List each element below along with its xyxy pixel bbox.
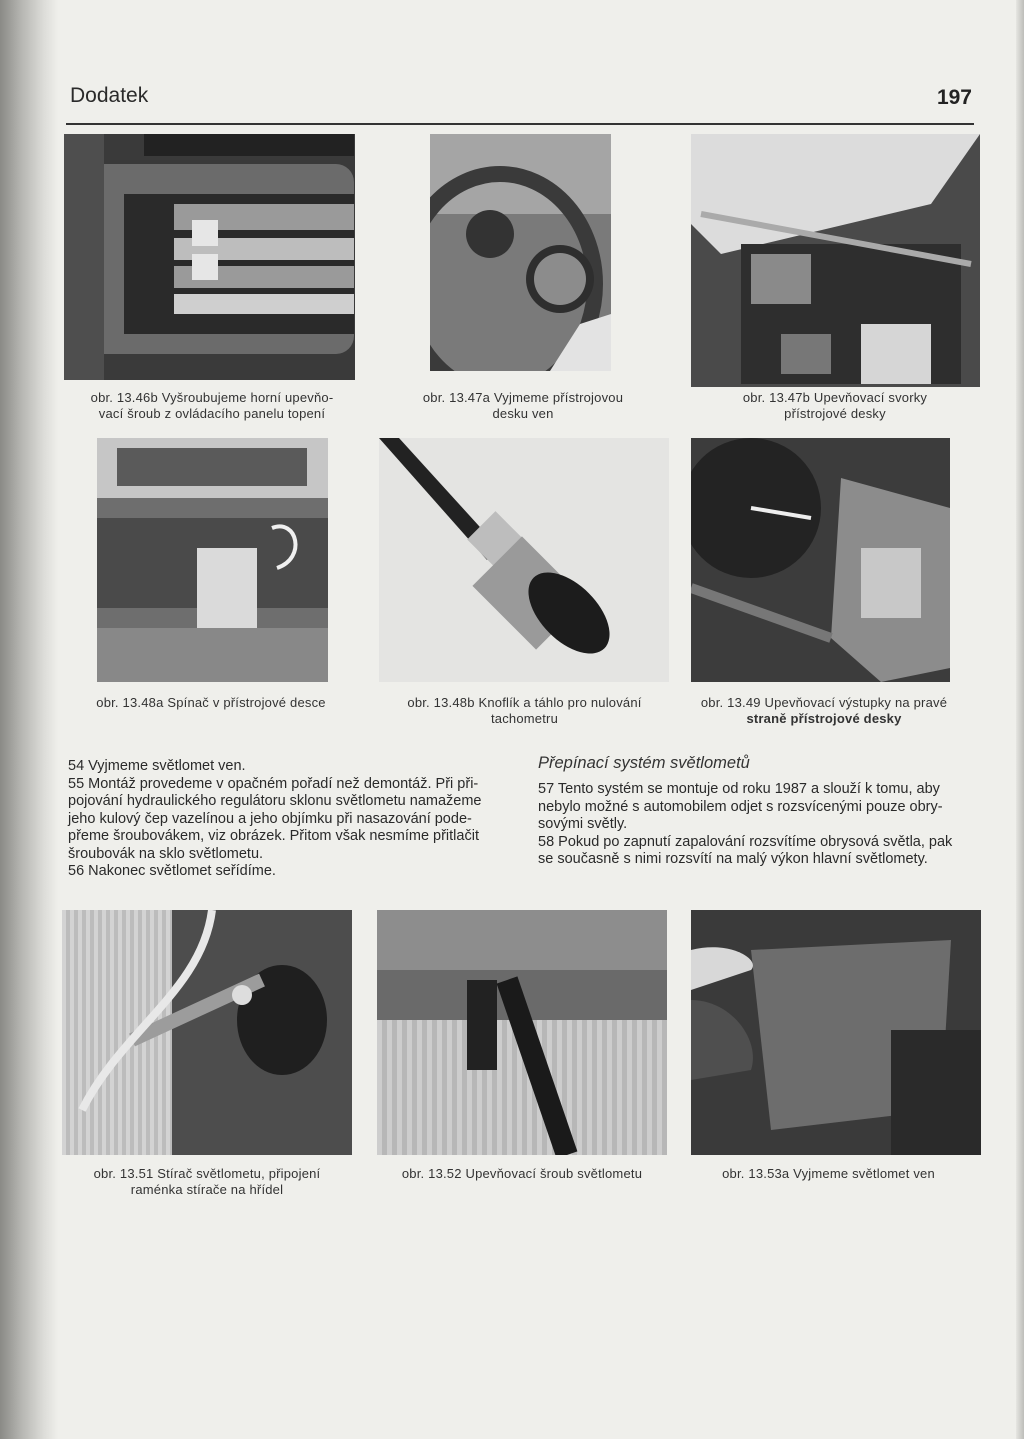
- caption-line: přístrojové desky: [784, 406, 886, 421]
- caption-fig-13-47b: [700, 390, 970, 422]
- photo-headlamp-wiper-arm: [62, 910, 352, 1155]
- caption-line: obr. 13.48a Spínač v přístrojové desce: [96, 695, 326, 710]
- caption-fig-13-46b: [62, 390, 362, 422]
- caption-line: obr. 13.52 Upevňovací šroub světlometu: [401, 1166, 643, 1181]
- caption-line: tachometru: [490, 711, 559, 726]
- caption-line: vací šroub z ovládacího panelu topení: [98, 406, 326, 421]
- text-line: 56 Nakonec světlomet seřídíme.: [68, 863, 276, 879]
- caption-fig-13-47a: [398, 390, 648, 422]
- header-rule: [66, 123, 974, 125]
- caption-line: obr. 13.47b Upevňovací svorky: [742, 390, 928, 405]
- photo-dashboard-switch: [97, 438, 328, 682]
- caption-fig-13-51: [62, 1166, 352, 1198]
- page-number: 197: [936, 86, 972, 109]
- text-line: přeme šroubovákem, viz obrázek. Přitom však nesmíme přitlačit: [68, 828, 479, 844]
- text-line: pojování hydraulického regulátoru sklonu světlometu namažeme: [68, 793, 482, 809]
- caption-fig-13-48b: [382, 695, 667, 727]
- text-line: 58 Pokud po zapnutí zapalování rozsvítíme obrysová světla, pak: [538, 833, 953, 850]
- book-binding-shadow: [0, 0, 58, 1439]
- caption-line: raménka stírače na hřídel: [130, 1182, 284, 1197]
- text-line: sovými světly.: [538, 816, 628, 832]
- caption-line: straně přístrojové desky: [746, 711, 902, 726]
- photo-tachometer-reset-knob: [379, 438, 669, 682]
- caption-fig-13-53a: [691, 1166, 966, 1182]
- text-line: 54 Vyjmeme světlomet ven.: [68, 758, 246, 774]
- photo-instrument-panel-tabs: [691, 438, 950, 682]
- caption-line: obr. 13.51 Stírač světlometu, připojení: [93, 1166, 321, 1181]
- text-line: 55 Montáž provedeme v opačném pořadí než demontáž. Při při-: [68, 775, 479, 792]
- text-line: se současně s nimi rozsvítí na malý výkon hlavní světlomety.: [538, 851, 928, 867]
- caption-line: obr. 13.48b Knoflík a táhlo pro nulování: [407, 695, 642, 710]
- photo-headlamp-removal: [691, 910, 981, 1155]
- photo-heater-control-panel: [64, 134, 355, 380]
- photo-instrument-panel-removal: [430, 134, 611, 371]
- text-line: 57 Tento systém se montuje od roku 1987 a slouží k tomu, aby: [538, 781, 940, 797]
- text-line: šroubovák na sklo světlometu.: [68, 845, 264, 862]
- caption-line: obr. 13.49 Upevňovací výstupky na pravé: [700, 695, 948, 710]
- page-edge: [1016, 0, 1024, 1439]
- body-text-left: [68, 758, 518, 881]
- caption-fig-13-48a: [66, 695, 356, 711]
- caption-fig-13-52: [377, 1166, 667, 1182]
- caption-line: obr. 13.47a Vyjmeme přístrojovou: [422, 390, 624, 405]
- caption-line: desku ven: [492, 406, 554, 421]
- section-title: Přepínací systém světlometů: [538, 754, 750, 772]
- caption-line: obr. 13.46b Vyšroubujeme horní upevňo-: [90, 390, 334, 405]
- caption-fig-13-49: [688, 695, 960, 727]
- running-header: Dodatek: [70, 84, 149, 107]
- caption-line: obr. 13.53a Vyjmeme světlomet ven: [722, 1166, 935, 1181]
- text-line: nebylo možné s automobilem odjet s rozsvícenými pouze obry-: [538, 798, 943, 815]
- text-line: jeho kulový čep vazelínou a jeho objímku při nasazování pode-: [68, 810, 472, 827]
- photo-headlamp-mounting-screw: [377, 910, 667, 1155]
- photo-instrument-panel-clips: [691, 134, 980, 387]
- body-text-right: [538, 781, 983, 869]
